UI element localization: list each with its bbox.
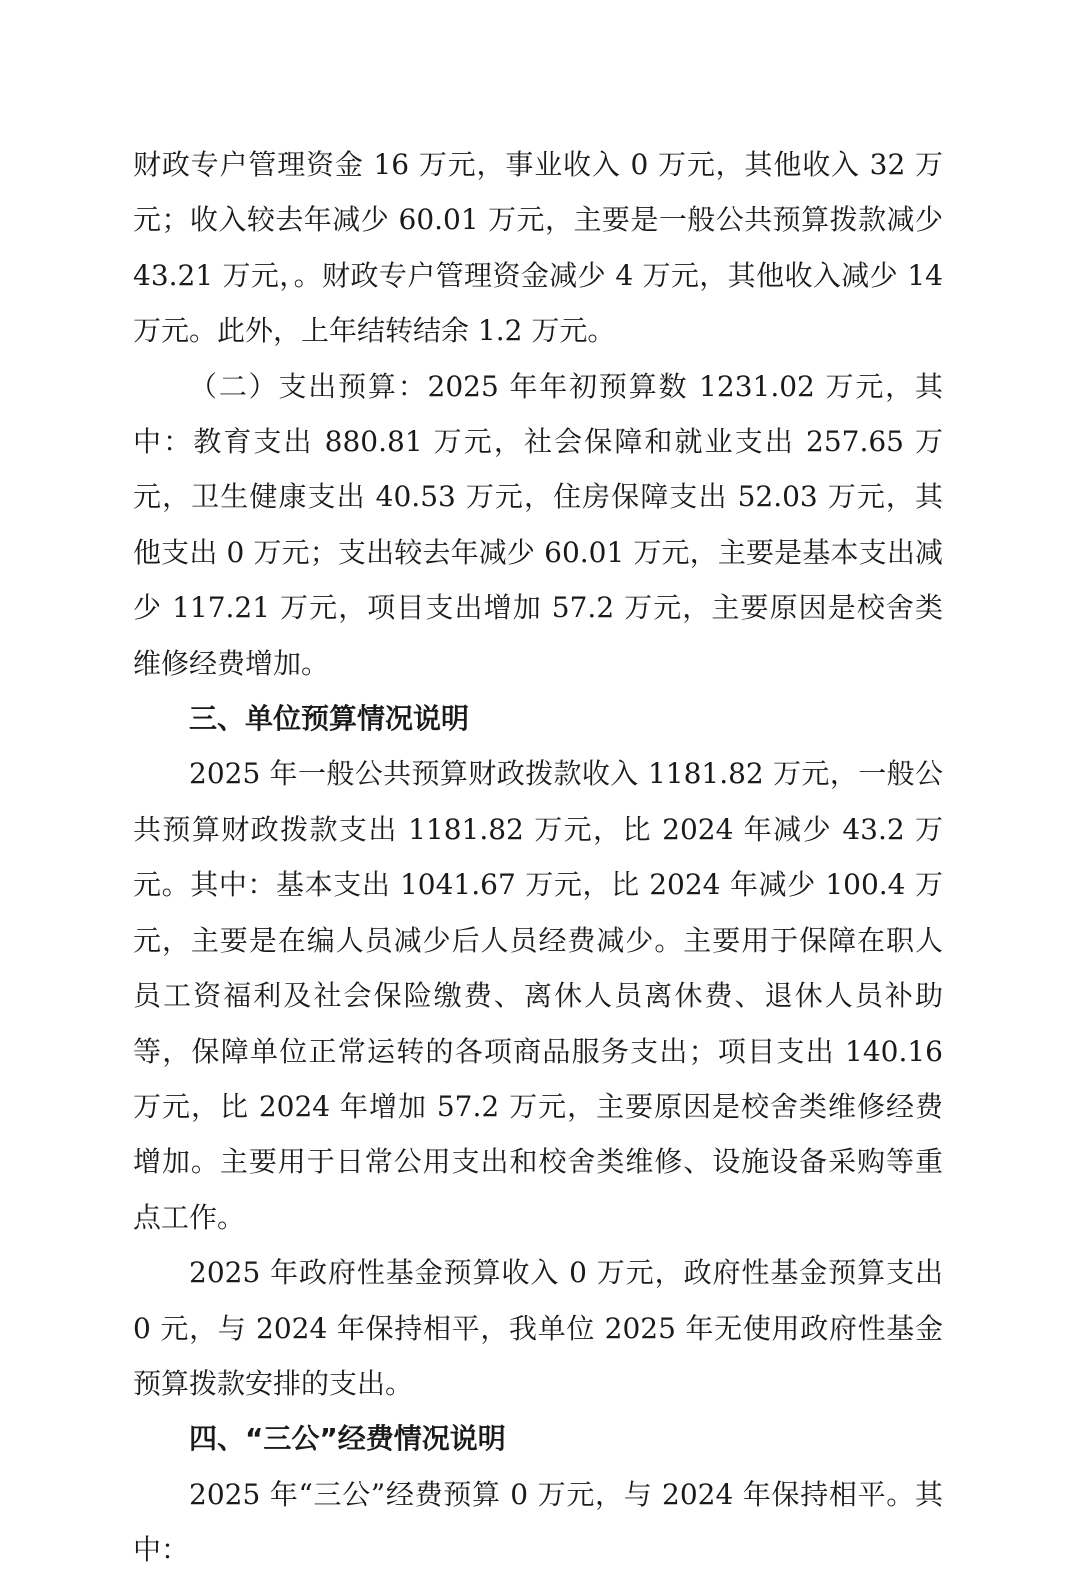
section-heading-unit-budget: 三、单位预算情况说明 bbox=[189, 702, 470, 736]
paragraph-income-continuation: 财政专户管理资金 16 万元，事业收入 0 万元，其他收入 32 万元；收入较去年减少 60.01 万元，主要是一般公共预算拨款减少 43.21 万元，。财政专户管理资金减少 4 万元，其他收入减少 14 万元。此外，上年结转结余 1.2 万元。 bbox=[133, 148, 943, 348]
paragraph-government-fund-budget: 2025 年政府性基金预算收入 0 万元，政府性基金预算支出 0 元，与 2024 年保持相平，我单位 2025 年无使用政府性基金预算拨款安排的支出。 bbox=[133, 1256, 943, 1400]
paragraph-three-public-expenses: 2025 年“三公”经费预算 0 万元，与 2024 年保持相平。其中： bbox=[133, 1477, 943, 1567]
paragraph-expenditure-budget: （二）支出预算：2025 年年初预算数 1231.02 万元，其中：教育支出 880.81 万元，社会保障和就业支出 257.65 万元，卫生健康支出 40.53 万元，住房保障支出 52.03 万元，其他支出 0 万元；支出较去年减少 60.01 万元，主要是基本支出减少 117.21 万元，项目支出增加 57.2 万元，主要原因是校舍类维修经费增加。 bbox=[133, 369, 943, 680]
section-heading-three-public-expenses: 四、“三公”经费情况说明 bbox=[189, 1422, 506, 1456]
document-body bbox=[133, 137, 943, 1578]
paragraph-general-public-budget: 2025 年一般公共预算财政拨款收入 1181.82 万元，一般公共预算财政拨款支出 1181.82 万元，比 2024 年减少 43.2 万元。其中：基本支出 1041.67 万元，比 2024 年减少 100.4 万元，主要是在编人员减少后人员经费减少。主要用于保障在职人员工资福利及社会保险缴费、离休人员离休费、退休人员补助等，保障单位正常运转的各项商品服务支出；项目支出 140.16 万元，比 2024 年增加 57.2 万元，主要原因是校舍类维修经费增加。主要用于日常公用支出和校舍类维修、设施设备采购等重点工作。 bbox=[133, 757, 943, 1234]
